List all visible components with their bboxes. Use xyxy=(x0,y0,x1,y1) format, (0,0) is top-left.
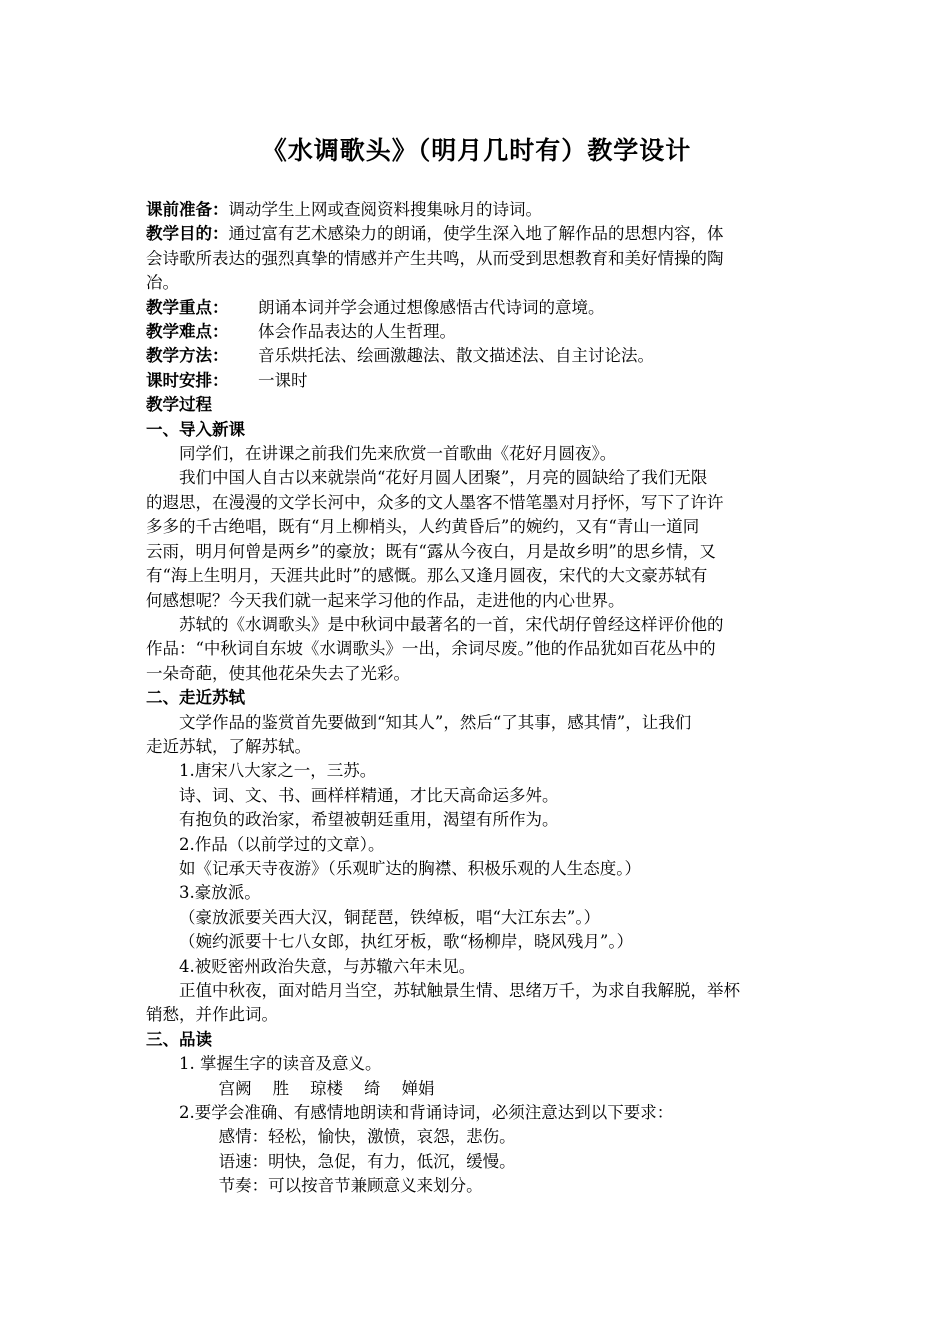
s1-p3-line: 苏轼的《水调歌头》是中秋词中最著名的一首，宋代胡仔曾经这样评价他的 xyxy=(179,614,724,634)
difficulty-line xyxy=(146,320,807,344)
s2-item-1b: 有抱负的政治家，希望被朝廷重用，渴望有所作为。 xyxy=(179,810,559,830)
s1-p3-line: 一朵奇葩，使其他花朵失去了光彩。 xyxy=(146,663,410,683)
s1-p2-line: 云雨，明月何曾是两乡”的豪放；既有“露从今夜白，月是故乡明”的思乡情，又 xyxy=(146,541,716,561)
method-text: 音乐烘托法、绘画激趣法、散文描述法、自主讨论法。 xyxy=(258,346,654,366)
s1-p3-line: 作品：“中秋词自东坡《水调歌头》一出，余词尽废。”他的作品犹如百花丛中的 xyxy=(146,639,716,659)
document-title: 《水调歌头》（明月几时有）教学设计 xyxy=(261,136,692,165)
s2-item-3b: （婉约派要十七八女郎，执红牙板，歌“杨柳岸，晓风残月”。） xyxy=(179,932,634,952)
s1-p2-line: 我们中国人自古以来就崇尚“花好月圆人团聚”，月亮的圆缺给了我们无限 xyxy=(179,468,708,488)
aim-line-2: 会诗歌所表达的强烈真挚的情感并产生共鸣，从而受到思想教育和美好情操的陶 xyxy=(146,248,724,268)
s1-paragraph-1: 同学们，在讲课之前我们先来欣赏一首歌曲《花好月圆夜》。 xyxy=(179,444,617,464)
s2-close-line: 正值中秋夜，面对皓月当空，苏轼触景生情、思绪万千，为求自我解脱，举杯 xyxy=(179,981,740,1000)
method-line xyxy=(146,344,807,368)
section-2-heading: 二、走近苏轼 xyxy=(146,688,245,708)
s2-item-1a: 诗、词、文、书、画样样精通，才比天高命运多舛。 xyxy=(179,785,559,805)
s2-item-1: 1.唐宋八大家之一，三苏。 xyxy=(179,761,377,781)
schedule-text: 一课时 xyxy=(258,370,308,390)
aim-text-1: 通过富有艺术感染力的朗诵，使学生深入地了解作品的思想内容，体 xyxy=(228,224,724,244)
s2-intro-line: 走近苏轼，了解苏轼。 xyxy=(146,736,311,756)
s3-item-2: 2.要学会准确、有感情地朗读和背诵诗词，必须注意达到以下要求： xyxy=(179,1103,674,1123)
s1-p2-line: 有“海上生明月，天涯共此时”的感慨。那么又逢月圆夜，宋代的大文豪苏轼有 xyxy=(146,566,708,586)
process-heading: 教学过程 xyxy=(146,395,212,415)
prep-text: 调动学生上网或查阅资料搜集咏月的诗词。 xyxy=(228,200,542,219)
s1-p2-line: 多多的千古绝唱，既有“月上柳梢头，人约黄昏后”的婉约，又有“青山一道同 xyxy=(146,517,700,537)
focus-text: 朗诵本词并学会通过想像感悟古代诗词的意境。 xyxy=(258,297,605,317)
s1-p2-line: 何感想呢？今天我们就一起来学习他的作品，走进他的内心世界。 xyxy=(146,590,625,610)
s2-intro-line: 文学作品的鉴赏首先要做到“知其人”，然后“了其事，感其情”，让我们 xyxy=(179,712,692,732)
method-label: 教学方法： xyxy=(146,346,229,366)
s3-speed: 语速：明快，急促，有力，低沉，缓慢。 xyxy=(218,1151,516,1171)
difficulty-label: 教学难点： xyxy=(146,322,229,342)
difficulty-text: 体会作品表达的人生哲理。 xyxy=(258,322,456,342)
s2-item-2: 2.作品（以前学过的文章）。 xyxy=(179,834,385,854)
aim-line-3: 冶。 xyxy=(146,273,179,293)
s3-emotion: 感情：轻松，愉快，激愤，哀怨，悲伤。 xyxy=(218,1127,516,1147)
s1-p2-line: 的遐思，在漫漫的文学长河中，众多的文人墨客不惜笔墨对月抒怀，写下了许许 xyxy=(146,492,724,512)
schedule-label: 课时安排： xyxy=(146,370,229,390)
section-1-heading: 一、导入新课 xyxy=(146,419,245,439)
s3-rhythm: 节奏：可以按音节兼顾意义来划分。 xyxy=(218,1176,483,1196)
s2-item-2a: 如《记承天寺夜游》（乐观旷达的胸襟、积极乐观的人生态度。） xyxy=(179,858,641,878)
prep-line xyxy=(146,198,807,222)
s2-item-4: 4.被贬密州政治失意，与苏辙六年未见。 xyxy=(179,956,476,976)
s2-close-line: 销愁，并作此词。 xyxy=(146,1005,278,1025)
prep-label: 课前准备： xyxy=(146,200,229,219)
s2-item-3: 3.豪放派。 xyxy=(179,883,261,903)
aim-label: 教学目的： xyxy=(146,224,229,244)
s3-item-1: 1. 掌握生字的读音及意义。 xyxy=(179,1054,382,1074)
s3-words: 宫阙 胜 琼楼 绮 婵娟 xyxy=(218,1078,435,1098)
s2-item-3a: （豪放派要关西大汉，铜琵琶，铁绰板，唱“大江东去”。） xyxy=(179,907,601,927)
focus-label: 教学重点： xyxy=(146,297,229,317)
schedule-line xyxy=(146,369,807,393)
focus-line xyxy=(146,296,807,320)
section-3-heading: 三、品读 xyxy=(146,1029,212,1049)
aim-line-1 xyxy=(146,222,807,246)
